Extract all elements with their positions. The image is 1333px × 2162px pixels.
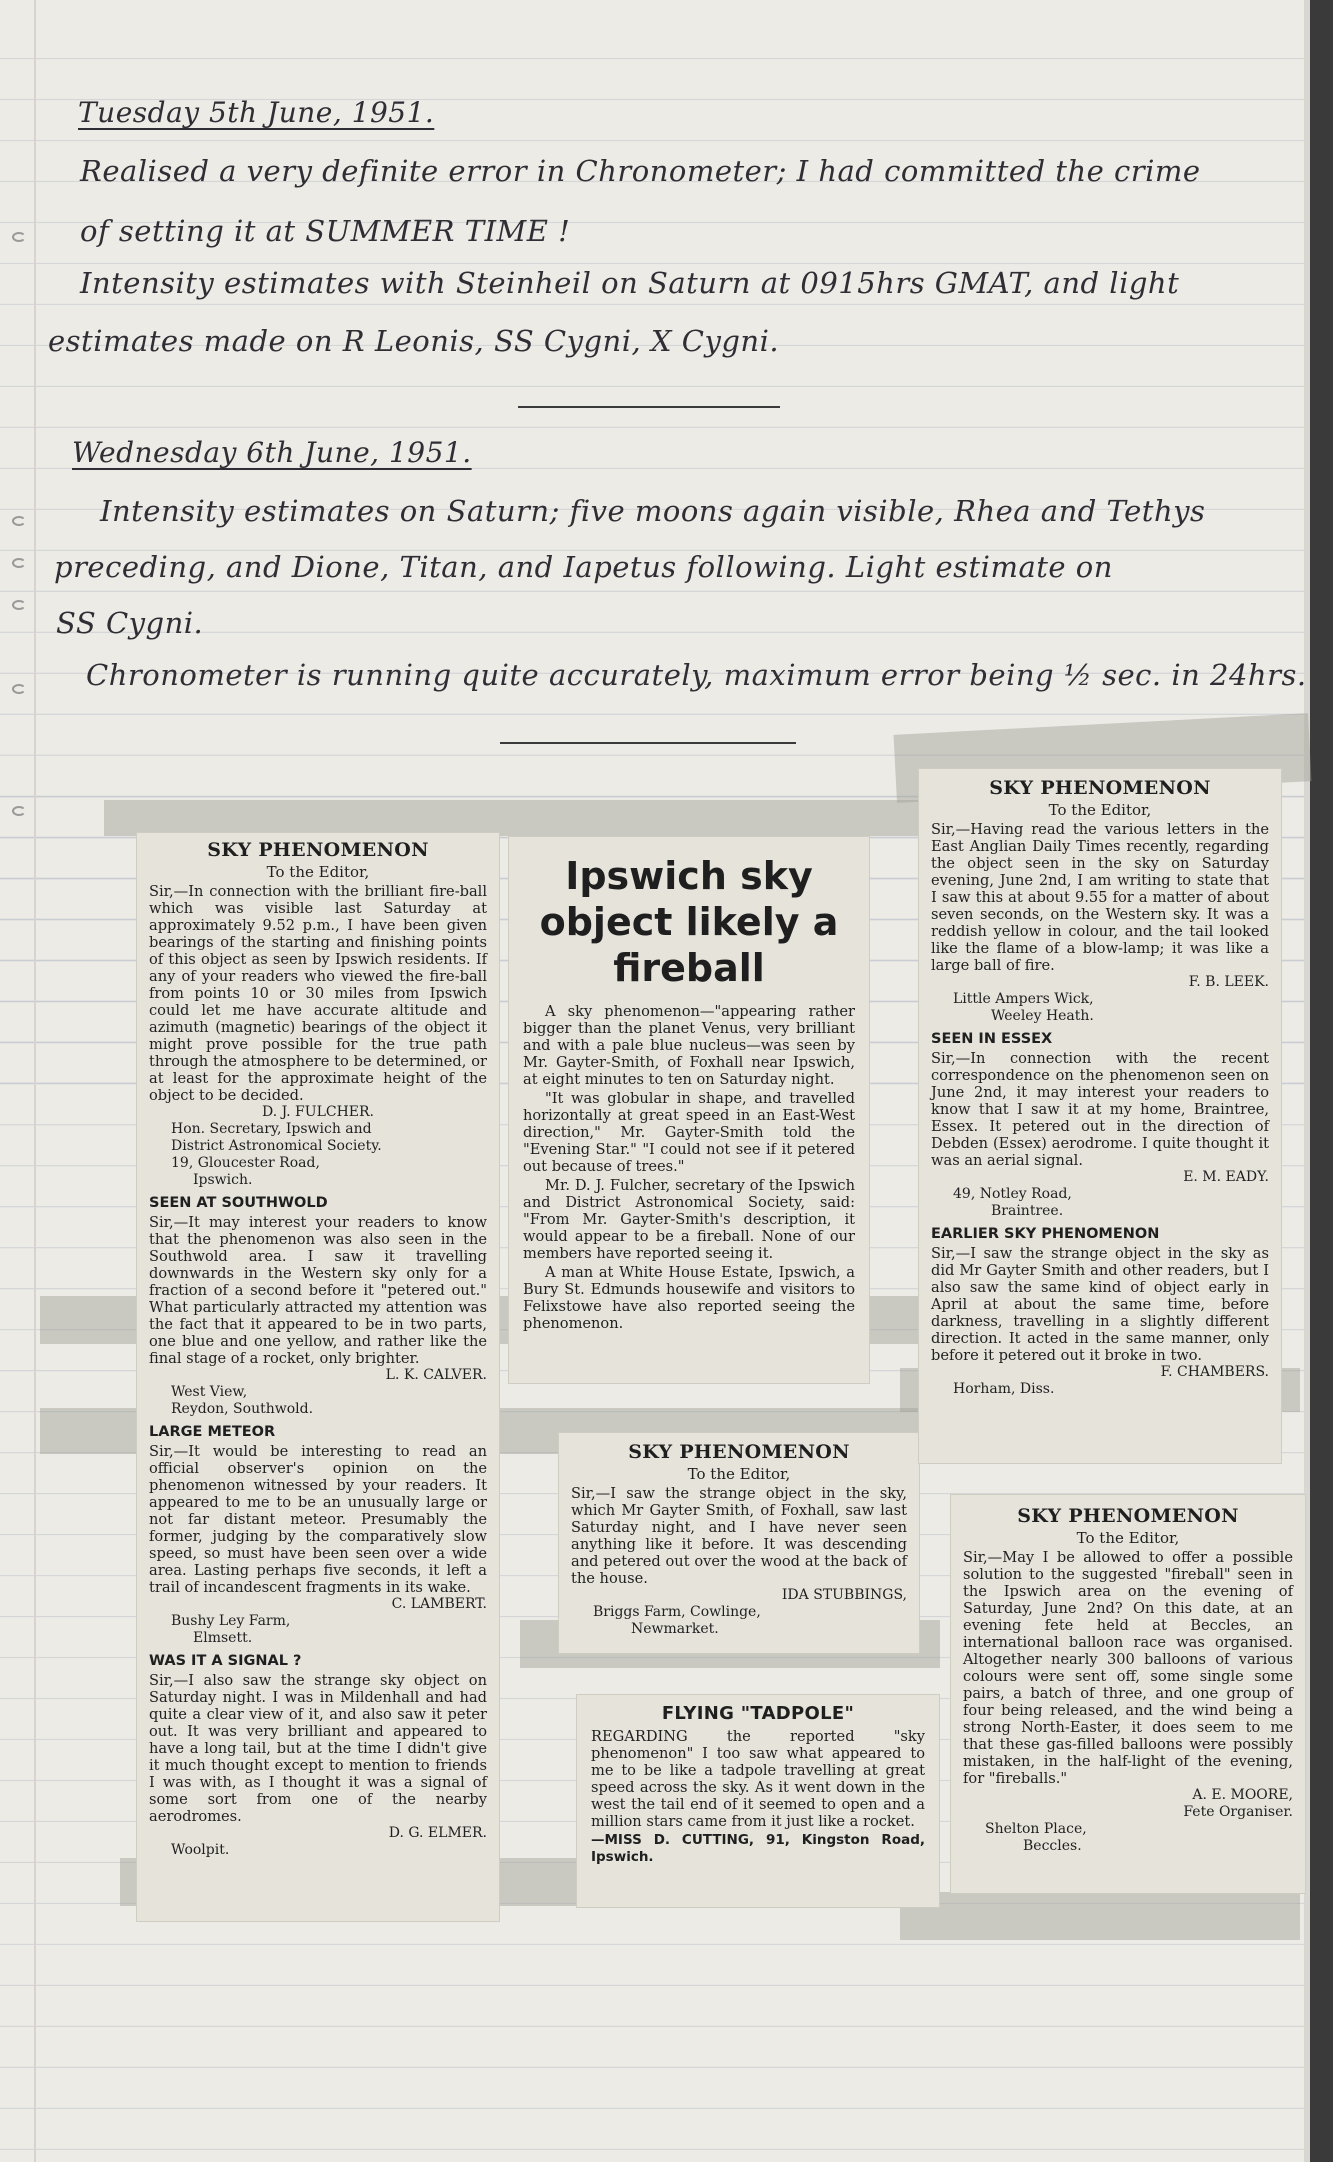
letter-address: Newmarket.: [631, 1621, 719, 1637]
letter-body: Sir,—I saw the strange object in the sky, which Mr Gayter Smith, of Foxhall, saw last Saturday night, and I have never seen anything like it before. It was descending and petered out over the wood at the back of the house.: [571, 1485, 907, 1587]
clipping-tadpole: [576, 1694, 940, 1908]
letter-body: REGARDING the reported "sky phenomenon" I too saw what appeared to me to be like a tadpole travelling at great speed across the sky. As it went down in the west the tail end of it seemed to open and a million stars came from it just like a rocket.: [591, 1728, 925, 1830]
letter-address: 19, Gloucester Road,: [171, 1155, 320, 1171]
article-paragraph: A sky phenomenon—"appearing rather bigger than the planet Venus, very brilliant and with a pale blue nucleus—was seen by Mr. Gayter-Smith, of Foxhall near Ipswich, at eight minutes to ten on Saturday night.: [523, 1003, 855, 1088]
clipping-title: SKY PHENOMENON: [628, 1441, 850, 1463]
letter-heading: SEEN IN ESSEX: [931, 1031, 1053, 1047]
letter-heading: EARLIER SKY PHENOMENON: [931, 1226, 1160, 1242]
entry2-line3: SS Cygni.: [56, 606, 204, 640]
letter-heading: WAS IT A SIGNAL ?: [149, 1653, 302, 1669]
letter-address: 49, Notley Road,: [953, 1186, 1072, 1202]
margin-mark: [12, 684, 26, 694]
clipping-salutation: To the Editor,: [1076, 1529, 1180, 1547]
entry1-line4: estimates made on R Leonis, SS Cygni, X Cygni.: [48, 324, 780, 358]
entry1-line3: Intensity estimates with Steinheil on Saturn at 0915hrs GMAT, and light: [80, 266, 1180, 300]
tape-strip: [900, 1892, 1300, 1940]
margin-mark: [12, 806, 26, 816]
letter-address: Ipswich.: [193, 1172, 253, 1188]
signature-role: Fete Organiser.: [1183, 1804, 1293, 1820]
letter-address: Shelton Place,: [985, 1821, 1087, 1837]
letter-address: Woolpit.: [171, 1842, 230, 1858]
letter-body: Sir,—In connection with the recent correspondence on the phenomenon seen on June 2nd, it may interest your readers to know that I saw it at my home, Braintree, Essex. It petered out in the direction of Debden (Essex) aerodrome. I quite thought it was an aerial signal.: [931, 1050, 1269, 1169]
letter-address: Braintree.: [991, 1203, 1064, 1219]
clipping-right: [918, 768, 1282, 1464]
letter-signature: C. LAMBERT.: [391, 1596, 487, 1612]
clipping-left: [136, 832, 500, 1922]
clipping-title: FLYING "TADPOLE": [661, 1703, 855, 1724]
letter-heading: SEEN AT SOUTHWOLD: [149, 1195, 328, 1211]
letter-signature: E. M. EADY.: [1183, 1169, 1269, 1185]
article-paragraph: Mr. D. J. Fulcher, secretary of the Ipswich and District Astronomical Society, said: "From Mr. Gayter-Smith's description, it would appear to be a fireball. None of our members have reported seeing it.: [523, 1177, 855, 1262]
entry1-date: Tuesday 5th June, 1951.: [78, 96, 435, 129]
letter-body: Sir,—It may interest your readers to know that the phenomenon was also seen in the Southwold area. I saw it travelling downwards in the Western sky only for a fraction of a second before it "petered out." What particularly attracted my attention was the fact that it appeared to be in two parts, one blue and one yellow, and rather like the final stage of a rocket, only brighter.: [149, 1214, 487, 1367]
letter-address: Elmsett.: [193, 1630, 253, 1646]
letter-body: Sir,—In connection with the brilliant fire-ball which was visible last Saturday at approximately 9.52 p.m., I have been given bearings of the starting and finishing points of this object as seen by Ipswich residents. If any of your readers who viewed the fire-ball from points 10 or 30 miles from Ipswich could let me have accurate altitude and azimuth (magnetic) bearings of the object it might prove possible for the true path through the atmosphere to be determined, or at least for the approximate height of the object to be decided.: [149, 883, 487, 1104]
letter-signature: IDA STUBBINGS,: [781, 1587, 907, 1603]
letter-signature: —MISS D. CUTTING, 91, Kingston Road, Ipswich.: [591, 1832, 925, 1865]
letter-address: Beccles.: [1023, 1838, 1082, 1854]
letter-signature: F. CHAMBERS.: [1160, 1364, 1269, 1380]
letter-signature: D. J. FULCHER.: [262, 1104, 374, 1120]
letter-body: Sir,—Having read the various letters in the East Anglian Daily Times recently, regarding the object seen in the sky on Saturday evening, June 2nd, I am writing to state that I saw this at about 9.55 for a matter of about seven seconds, on the Western sky. It was a reddish yellow in colour, and the tail looked like the flame of a blow-lamp; it was like a large ball of fire.: [931, 821, 1269, 974]
clipping-salutation: To the Editor,: [687, 1465, 791, 1483]
letter-signature: F. B. LEEK.: [1188, 974, 1269, 990]
tape-strip: [104, 800, 924, 836]
clipping-title: SKY PHENOMENON: [989, 777, 1211, 799]
letter-body: Sir,—I also saw the strange sky object on Saturday night. I was in Mildenhall and had quite a clear view of it, and also saw it peter out. It was very brilliant and appeared to have a long tail, but at the time I didn't give it much thought except to mention to friends I was with, as I thought it was a signal of some sort from one of the nearby aerodromes.: [149, 1672, 487, 1825]
clipping-title: SKY PHENOMENON: [1017, 1505, 1239, 1527]
clipping-center-small: [558, 1432, 920, 1654]
entry-divider: [500, 742, 796, 744]
article-paragraph: "It was globular in shape, and travelled horizontally at great speed in an East-West direction," Mr. Gayter-Smith told the "Evening Star." "I could not see if it petered out because of trees.": [523, 1090, 855, 1175]
letter-signature: A. E. MOORE,: [1192, 1787, 1293, 1803]
letter-body: Sir,—It would be interesting to read an official observer's opinion on the phenomenon witnessed by your readers. It appeared to me to be an unusually large or not far distant meteor. Presumably the former, judging by the comparatively slow speed, so must have been seen over a wide area. Lasting perhaps five seconds, it left a trail of incandescent fragments in its wake.: [149, 1443, 487, 1596]
letter-address: Briggs Farm, Cowlinge,: [593, 1604, 761, 1620]
letter-address: Weeley Heath.: [991, 1008, 1094, 1024]
letter-address: Reydon, Southwold.: [171, 1401, 314, 1417]
article-headline: Ipswich sky object likely a fireball: [539, 854, 839, 990]
signature-role: District Astronomical Society.: [171, 1138, 382, 1154]
letter-address: Bushy Ley Farm,: [171, 1613, 291, 1629]
article-paragraph: A man at White House Estate, Ipswich, a Bury St. Edmunds housewife and visitors to Felixstowe have also reported seeing the phenomenon.: [523, 1264, 855, 1332]
letter-address: Horham, Diss.: [953, 1381, 1055, 1397]
entry2-date: Wednesday 6th June, 1951.: [72, 436, 472, 469]
letter-address: West View,: [171, 1384, 248, 1400]
clipping-title: SKY PHENOMENON: [207, 839, 429, 861]
entry-divider: [518, 406, 780, 408]
entry2-line1: Intensity estimates on Saturn; five moons again visible, Rhea and Tethys: [100, 494, 1206, 528]
clipping-center: [508, 836, 870, 1384]
letter-address: Little Ampers Wick,: [953, 991, 1094, 1007]
margin-mark: [12, 600, 26, 610]
letter-body: Sir,—May I be allowed to offer a possible solution to the suggested "fireball" seen in the Ipswich area on the evening of Saturday, June 2nd? On this date, at an evening fete held at Beccles, an international balloon race was organised. Altogether nearly 300 balloons of various colours were sent off, some single some pairs, a batch of three, and one group of four being released, and the wind being a strong North-Easter, it does seem to me that these gas-filled balloons were possibly mistaken, in the half-light of the evening, for "fireballs.": [963, 1549, 1293, 1787]
margin-mark: [12, 558, 26, 568]
clipping-salutation: To the Editor,: [1048, 801, 1152, 819]
clipping-right-lower: [950, 1494, 1306, 1894]
entry2-line4: Chronometer is running quite accurately, maximum error being ½ sec. in 24hrs.: [86, 658, 1307, 692]
entry1-line2: of setting it at SUMMER TIME !: [80, 214, 571, 248]
signature-role: Hon. Secretary, Ipswich and: [171, 1121, 372, 1137]
letter-signature: L. K. CALVER.: [385, 1367, 487, 1383]
clipping-salutation: To the Editor,: [266, 863, 370, 881]
entry2-line2: preceding, and Dione, Titan, and Iapetus following. Light estimate on: [54, 550, 1113, 584]
margin-mark: [12, 232, 26, 242]
letter-body: Sir,—I saw the strange object in the sky as did Mr Gayter Smith and other readers, but I also saw the same kind of object early in April at about the same time, before darkness, travelling in a slightly different direction. It acted in the same manner, only before it petered out it broke in two.: [931, 1245, 1269, 1364]
letter-signature: D. G. ELMER.: [388, 1825, 487, 1841]
entry1-line1: Realised a very definite error in Chronometer; I had committed the crime: [80, 154, 1201, 188]
margin-mark: [12, 516, 26, 526]
letter-heading: LARGE METEOR: [149, 1424, 276, 1440]
margin-line: [34, 0, 36, 2162]
